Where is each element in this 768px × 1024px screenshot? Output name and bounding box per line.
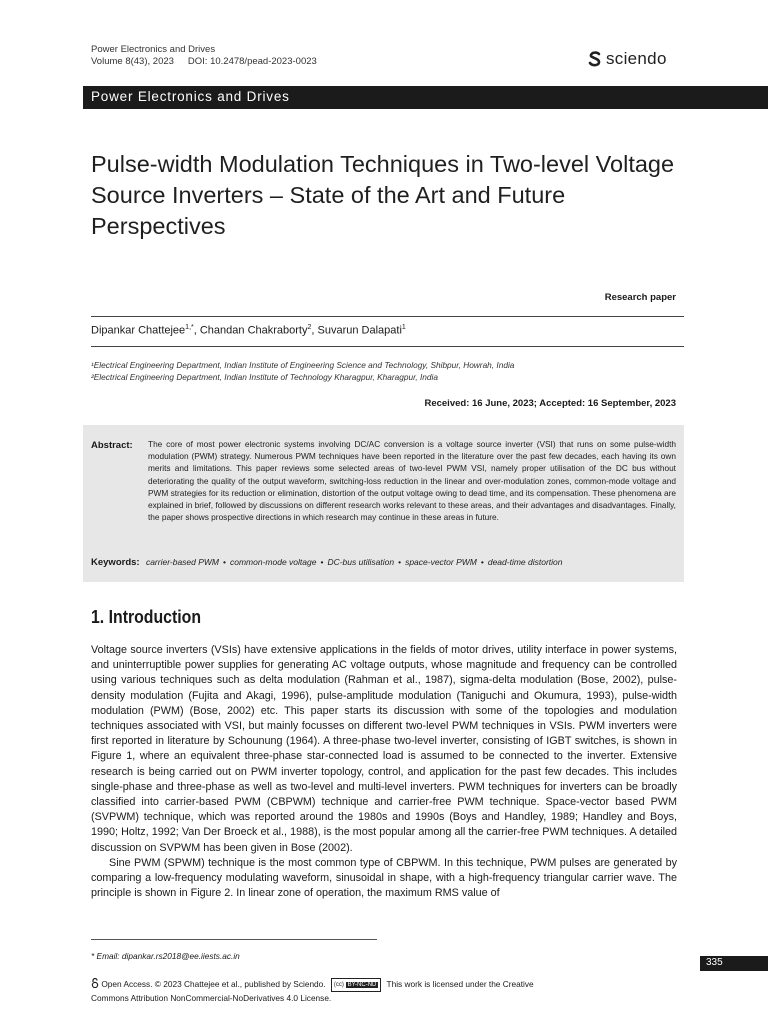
keyword: common-mode voltage (230, 557, 317, 567)
keyword: carrier-based PWM (145, 557, 220, 567)
divider (91, 316, 684, 317)
keyword-separator: • (480, 557, 484, 567)
body-text (91, 643, 677, 901)
cc-icon: (cc) (333, 982, 344, 988)
article-type: Research paper (604, 292, 676, 303)
keyword: space-vector PWM (405, 557, 477, 567)
keyword: DC-bus utilisation (327, 557, 395, 567)
author-superscript: 1,* (185, 324, 194, 331)
keywords-line (91, 557, 563, 568)
cc-license-badge[interactable] (331, 978, 381, 992)
volume-doi-line (91, 56, 331, 68)
cc-badge-terms: BY-NC-ND (347, 982, 377, 988)
author-name: Dipankar Chattejee (91, 324, 186, 337)
divider (91, 346, 684, 347)
banner-title: Power Electronics and Drives (91, 89, 290, 104)
article-title: Pulse-width Modulation Techniques in Two-level Voltage Source Inverters – State of the Art and Future Perspectives (91, 151, 675, 239)
author-name: Chandan Chakraborty (199, 324, 308, 337)
paragraph: Voltage source inverters (VSIs) have extensive applications in the fields of motor drives, utility interface in power systems, and uninterruptible power supplies for generating AC voltage outputs, whose magnitude and frequency can be controlled using various techniques such as delta modulation (Rahman et al., 1987), sigma-delta modulation (Bose, 2002), pulse-density modulation (Fujita and Akagi, 1996), pulse-amplitude modulation (Taniguchi and Okumura, 1993), pulse-width modulation (PWM) (Bose, 2002) etc. This paper starts its discussion with some of the topologies and modulation techniques associated with VSI, but mainly focusses on different two-level PWM techniques in VSIs. PWM inverters were first reported in literature by Schounung (1964). A three-phase two-level inverter, consisting of IGBT switches, is shown in Figure 1, where an equivalent three-phase star-connected load is assumed to be connected to the inverter. Extensive research is being carried out on PWM inverter topology, control, and application for the past few decades. This includes single-phase and three-phase as well as two-level and multi-level inverters. PWM techniques for inverters can be broadly classified into carrier-based PWM (CBPWM) technique and carrier-free PWM technique. Space-vector based PWM (SVPWM) technique, which was reported around the 1980s and 1990s (Boys and Handley, 1989; Handley and Boys, 1990; Holtz, 1992; Van Der Broeck et al., 1988), is the most popular among all the carrier-free PWM techniques. A detailed discussion on SVPWM has been given in Bose (2002). (91, 644, 677, 854)
journal-meta (91, 44, 331, 68)
sciendo-s-icon (588, 51, 602, 67)
license-text: This work is licensed under the Creative Commons Attribution NonCommercial-NoDerivatives 4.0 License. (91, 979, 534, 1003)
footnote-rule (91, 939, 377, 940)
open-access-lock-icon (91, 978, 99, 988)
keywords-label: Keywords: (91, 557, 140, 568)
publisher-name: sciendo (606, 49, 667, 68)
keyword: dead-time distortion (487, 557, 563, 567)
journal-banner (83, 86, 768, 109)
footnote-email: * Email: dipankar.rs2018@ee.iiests.ac.in (91, 951, 240, 961)
affiliation: ²Electrical Engineering Department, Indian Institute of Technology Kharagpur, Kharagpur, India (91, 372, 438, 382)
page-number: 335 (706, 957, 723, 968)
section-heading: 1. Introduction (91, 607, 201, 627)
license-footer (91, 978, 571, 1004)
author-list: Dipankar Chattejee$^{1,*}$, Chandan Chakraborty$^2$, Suvarun Dalapati$^1$ (91, 324, 406, 337)
keyword-separator: • (223, 557, 226, 567)
received-accepted-dates: Received: 16 June, 2023; Accepted: 16 September, 2023 (424, 398, 676, 409)
keyword-separator: • (398, 557, 402, 567)
page-number-tab (700, 956, 768, 971)
abstract-label: Abstract: (91, 440, 133, 451)
open-access-text: Open Access. © 2023 Chattejee et al., published by Sciendo. (101, 979, 326, 989)
author-name: Suvarun Dalapati (317, 324, 402, 337)
doi-text: DOI: 10.2478/pead-2023-0023 (187, 56, 317, 67)
affiliations (91, 359, 514, 383)
keyword-separator: • (320, 557, 324, 567)
sciendo-logo (588, 49, 667, 69)
author-superscript: 1 (401, 324, 406, 331)
paragraph: Sine PWM (SPWM) technique is the most common type of CBPWM. In this technique, PWM pulses are generated by comparing a low-frequency modulating waveform, sinusoidal in shape, with a high-frequency triangular carrier wave. The principle is shown in Figure 2. In linear zone of operation, the maximum RMS value of (91, 856, 677, 900)
journal-name: Power Electronics and Drives (91, 44, 216, 55)
abstract-text: The core of most power electronic systems involving DC/AC conversion is a voltage source inverter (VSI) that runs on some pulse-width modulation (PWM) strategy. Numerous PWM techniques have been reported in the literature over the past few decades, each having its own merits and limitations. This paper reviews some selected areas of two-level PWM VSI, namely proper utilisation of the DC bus without deteriorating the quality of the output waveform, switching-loss reduction in the linear and over-modulation zones, common-mode voltage and PWM strategies for its reduction or elimination, distortion of the output voltage owing to dead time, and its compensation. These phenomena are explained in brief, followed by discussions on different research works relevant to these areas, and their advantages and disadvantages. Finally, the paper shows prospective directions in which research may continue in these areas in future. (148, 439, 676, 523)
affiliation: ¹Electrical Engineering Department, Indian Institute of Engineering Science and Technology, Shibpur, Howrah, India (91, 360, 515, 370)
author-superscript: 2 (307, 324, 312, 331)
volume-info: Volume 8(43), 2023 (91, 56, 174, 67)
